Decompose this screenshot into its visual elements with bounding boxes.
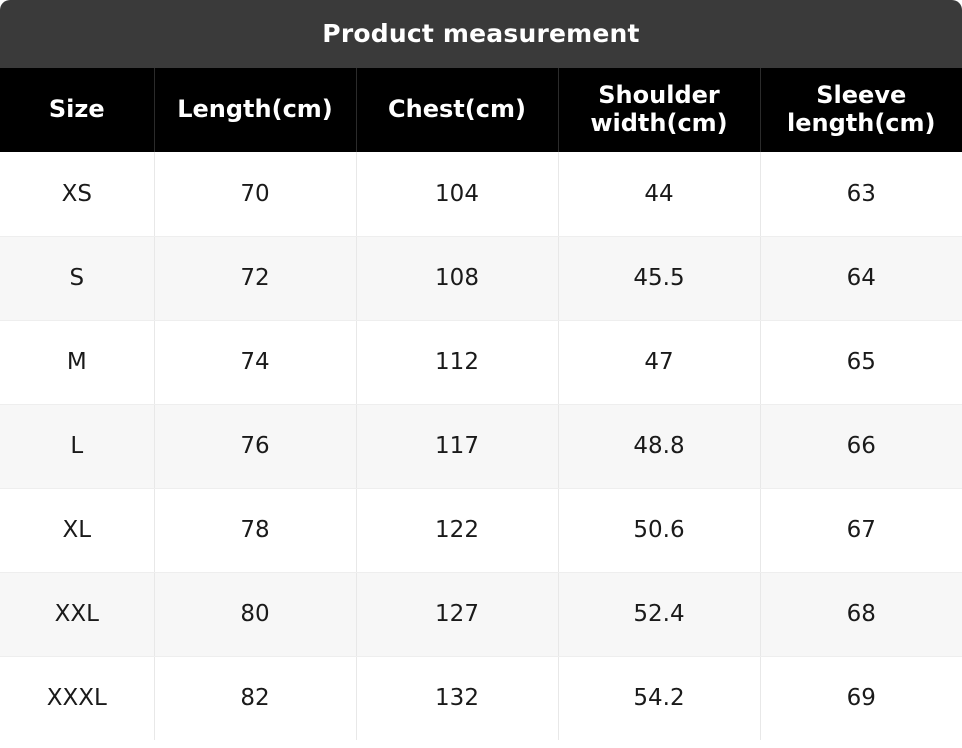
cell-chest: 104 <box>356 152 558 236</box>
cell-size: XL <box>0 488 154 572</box>
cell-chest: 127 <box>356 572 558 656</box>
cell-size: XXXL <box>0 656 154 740</box>
cell-chest: 108 <box>356 236 558 320</box>
table-row <box>0 236 962 320</box>
cell-length: 72 <box>154 236 356 320</box>
cell-length: 74 <box>154 320 356 404</box>
table-header <box>0 68 962 152</box>
table-title: Product measurement <box>0 0 962 68</box>
column-header-sleeve-length: Sleeve length(cm) <box>760 68 962 152</box>
table-row <box>0 152 962 236</box>
cell-length: 70 <box>154 152 356 236</box>
header-row <box>0 68 962 152</box>
cell-chest: 117 <box>356 404 558 488</box>
cell-size: L <box>0 404 154 488</box>
cell-chest: 122 <box>356 488 558 572</box>
cell-length: 76 <box>154 404 356 488</box>
cell-sleeve-length: 69 <box>760 656 962 740</box>
table-row <box>0 488 962 572</box>
table-row <box>0 656 962 740</box>
cell-shoulder-width: 47 <box>558 320 760 404</box>
cell-sleeve-length: 66 <box>760 404 962 488</box>
cell-chest: 112 <box>356 320 558 404</box>
cell-chest: 132 <box>356 656 558 740</box>
column-header-length: Length(cm) <box>154 68 356 152</box>
cell-shoulder-width: 54.2 <box>558 656 760 740</box>
cell-sleeve-length: 65 <box>760 320 962 404</box>
table-row <box>0 320 962 404</box>
cell-shoulder-width: 50.6 <box>558 488 760 572</box>
cell-shoulder-width: 48.8 <box>558 404 760 488</box>
cell-sleeve-length: 68 <box>760 572 962 656</box>
cell-sleeve-length: 67 <box>760 488 962 572</box>
cell-size: XXL <box>0 572 154 656</box>
cell-sleeve-length: 63 <box>760 152 962 236</box>
cell-length: 78 <box>154 488 356 572</box>
cell-size: S <box>0 236 154 320</box>
table-row <box>0 404 962 488</box>
cell-length: 82 <box>154 656 356 740</box>
cell-sleeve-length: 64 <box>760 236 962 320</box>
column-header-shoulder-width: Shoulder width(cm) <box>558 68 760 152</box>
cell-shoulder-width: 52.4 <box>558 572 760 656</box>
table-row <box>0 572 962 656</box>
table-body <box>0 152 962 740</box>
cell-shoulder-width: 45.5 <box>558 236 760 320</box>
column-header-chest: Chest(cm) <box>356 68 558 152</box>
column-header-size: Size <box>0 68 154 152</box>
cell-shoulder-width: 44 <box>558 152 760 236</box>
cell-length: 80 <box>154 572 356 656</box>
cell-size: M <box>0 320 154 404</box>
cell-size: XS <box>0 152 154 236</box>
